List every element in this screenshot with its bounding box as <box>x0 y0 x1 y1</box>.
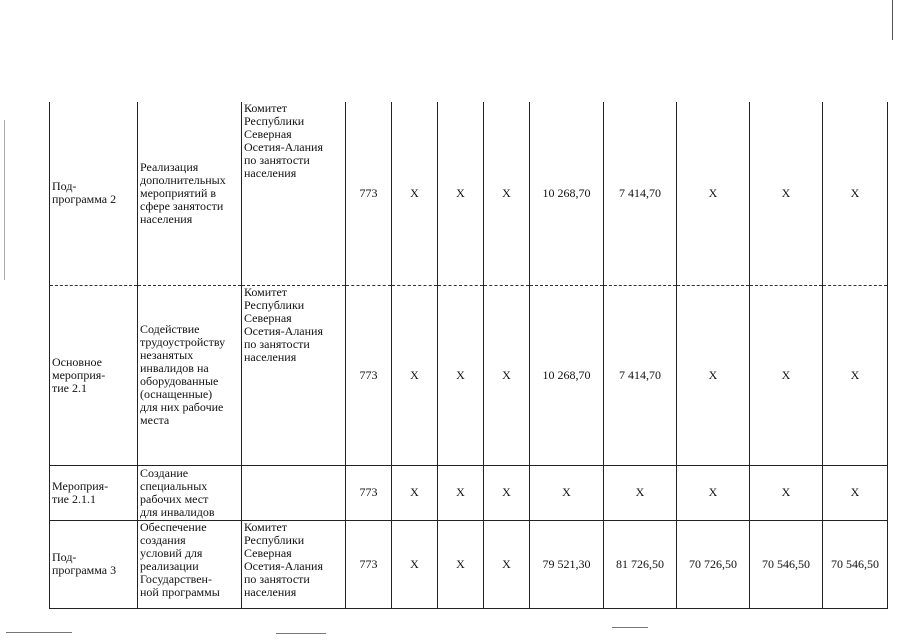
vr-cell: Х <box>484 465 530 520</box>
program-funding-table <box>49 102 888 609</box>
name-cell: Обеспечение создания условий для реализации Государствен- ной программы <box>138 520 242 608</box>
table-row <box>50 465 888 520</box>
year5-cell: 70 546,50 <box>823 520 888 608</box>
scan-artifact <box>276 633 326 634</box>
grbs-cell: 773 <box>346 102 392 285</box>
cs-cell: Х <box>438 465 484 520</box>
rz-cell: Х <box>392 465 438 520</box>
cs-cell: Х <box>438 285 484 465</box>
year5-cell: Х <box>823 102 888 285</box>
year5-cell: Х <box>823 465 888 520</box>
name-cell: Реализация дополнительных мероприятий в сфере занятости населения <box>138 102 242 285</box>
grbs-cell: 773 <box>346 465 392 520</box>
vr-cell: Х <box>484 520 530 608</box>
status-cell: Под- программа 3 <box>50 520 138 608</box>
year1-cell: 10 268,70 <box>530 285 604 465</box>
executor-cell <box>242 465 346 520</box>
year2-cell: 7 414,70 <box>604 285 677 465</box>
year4-cell: Х <box>750 102 823 285</box>
year2-cell: 7 414,70 <box>604 102 677 285</box>
executor-cell: Комитет Республики Северная Осетия-Алания по занятости населения <box>242 102 346 285</box>
year4-cell: Х <box>750 285 823 465</box>
rz-cell: Х <box>392 102 438 285</box>
executor-cell: Комитет Республики Северная Осетия-Алания по занятости населения <box>242 285 346 465</box>
scan-artifact <box>612 627 648 628</box>
scan-artifact <box>6 632 72 633</box>
vr-cell: Х <box>484 102 530 285</box>
cs-cell: Х <box>438 102 484 285</box>
year3-cell: Х <box>677 102 750 285</box>
status-cell: Основное мероприя- тие 2.1 <box>50 285 138 465</box>
executor-cell: Комитет Республики Северная Осетия-Алания по занятости населения <box>242 520 346 608</box>
table-row <box>50 520 888 608</box>
year5-cell: Х <box>823 285 888 465</box>
status-cell: Мероприя- тие 2.1.1 <box>50 465 138 520</box>
cs-cell: Х <box>438 520 484 608</box>
page-edge <box>892 0 893 40</box>
name-cell: Создание специальных рабочих мест для инвалидов <box>138 465 242 520</box>
name-cell: Содействие трудоустройству незанятых инвалидов на оборудованные (оснащенные) для них рабочие места <box>138 285 242 465</box>
table-row <box>50 102 888 285</box>
year4-cell: Х <box>750 465 823 520</box>
status-cell: Под- программа 2 <box>50 102 138 285</box>
year2-cell: Х <box>604 465 677 520</box>
table-row <box>50 285 888 465</box>
year4-cell: 70 546,50 <box>750 520 823 608</box>
year1-cell: 79 521,30 <box>530 520 604 608</box>
rz-cell: Х <box>392 520 438 608</box>
year3-cell: Х <box>677 285 750 465</box>
year1-cell: 10 268,70 <box>530 102 604 285</box>
year1-cell: Х <box>530 465 604 520</box>
year3-cell: 70 726,50 <box>677 520 750 608</box>
rz-cell: Х <box>392 285 438 465</box>
grbs-cell: 773 <box>346 285 392 465</box>
grbs-cell: 773 <box>346 520 392 608</box>
vr-cell: Х <box>484 285 530 465</box>
year3-cell: Х <box>677 465 750 520</box>
scan-artifact <box>4 120 5 280</box>
year2-cell: 81 726,50 <box>604 520 677 608</box>
